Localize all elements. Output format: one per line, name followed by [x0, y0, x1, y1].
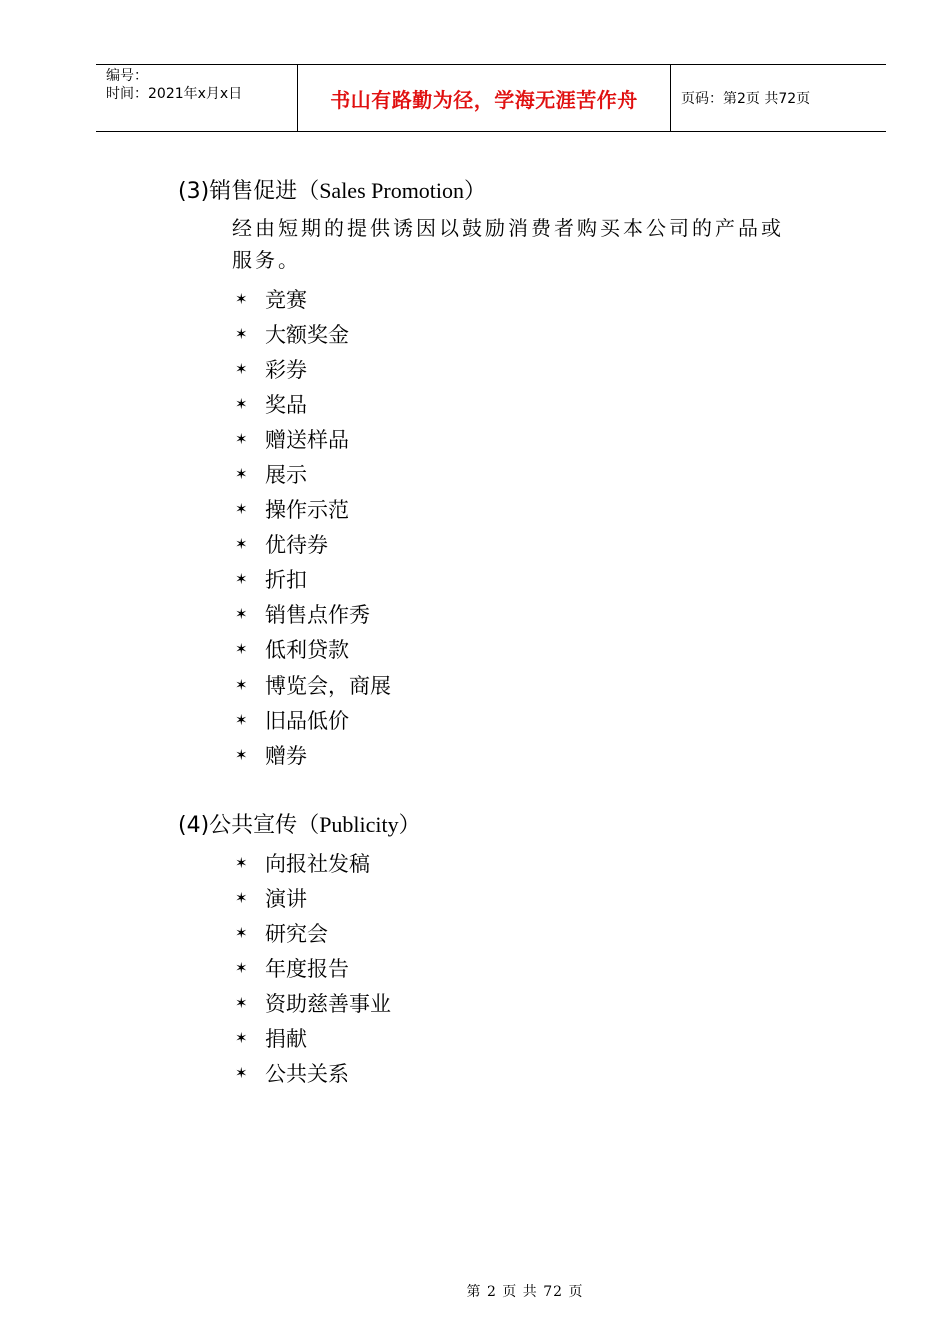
list-item [232, 702, 391, 737]
list-item [232, 632, 391, 667]
list-item [232, 737, 391, 772]
list-item-text: 研究会 [265, 921, 328, 946]
list-item-text: 低利贷款 [265, 638, 349, 663]
bullet-star-icon: ✶ [235, 500, 248, 519]
list-item-text: 彩券 [265, 357, 307, 382]
bullet-star-icon: ✶ [235, 429, 248, 448]
bullet-star-icon: ✶ [235, 465, 248, 484]
list-item-text: 奖品 [265, 392, 307, 417]
list-item [232, 667, 391, 702]
list-item [232, 1020, 391, 1055]
bullet-star-icon: ✶ [235, 958, 248, 977]
list-item [232, 985, 391, 1020]
serial-number-label: 编号： [106, 68, 148, 84]
header-page-cell [671, 65, 886, 131]
section-title-cn: 销售促进 [209, 179, 298, 204]
list-item-text: 年度报告 [265, 956, 349, 981]
motto-text: 书山有路勤为径，学海无涯苦作舟 [330, 87, 638, 112]
bullet-star-icon: ✶ [235, 289, 248, 308]
bullet-star-icon: ✶ [235, 605, 248, 624]
list-item [232, 421, 391, 456]
section-title-cn: 公共宣传 [209, 813, 298, 838]
bullet-star-icon: ✶ [235, 394, 248, 413]
list-item [232, 492, 391, 527]
list-item [232, 281, 391, 316]
list-item-text: 旧品低价 [265, 708, 349, 733]
sales-promotion-list [232, 281, 391, 772]
list-item-text: 向报社发稿 [265, 851, 370, 876]
list-item-text: 捐献 [265, 1027, 307, 1052]
list-item-text: 赠送样品 [265, 427, 349, 452]
list-item-text: 资助慈善事业 [265, 991, 391, 1016]
list-item-text: 折扣 [265, 568, 307, 593]
list-item-text: 博览会，商展 [265, 673, 391, 698]
list-item [232, 950, 391, 985]
bullet-star-icon: ✶ [235, 535, 248, 554]
section-number: (3) [178, 179, 210, 204]
list-item-text: 优待券 [265, 533, 328, 558]
bullet-star-icon: ✶ [235, 923, 248, 942]
list-item [232, 386, 391, 421]
publicity-list [232, 845, 391, 1091]
list-item-text: 销售点作秀 [265, 603, 370, 628]
list-item [232, 880, 391, 915]
list-item [232, 316, 391, 351]
bullet-star-icon: ✶ [235, 745, 248, 764]
bullet-star-icon: ✶ [235, 888, 248, 907]
bullet-star-icon: ✶ [235, 359, 248, 378]
list-item-text: 展示 [265, 463, 307, 488]
bullet-star-icon: ✶ [235, 710, 248, 729]
list-item [232, 456, 391, 491]
bullet-star-icon: ✶ [235, 853, 248, 872]
list-item [232, 527, 391, 562]
bullet-star-icon: ✶ [235, 1064, 248, 1083]
section-title-en: （Publicity） [297, 812, 421, 837]
section-description: 经由短期的提供诱因以鼓励消费者购买本公司的产品或服务。 [232, 216, 784, 272]
bullet-star-icon: ✶ [235, 993, 248, 1012]
bullet-star-icon: ✶ [235, 675, 248, 694]
section-title-en: （Sales Promotion） [297, 178, 487, 203]
list-item-text: 竞赛 [265, 287, 307, 312]
list-item [232, 597, 391, 632]
header-motto-cell [298, 65, 671, 131]
list-item-text: 大额奖金 [265, 322, 349, 347]
page-footer: 第 2 页 共 72 页 [466, 1284, 584, 1300]
section-title-sales-promotion [178, 177, 486, 206]
list-item-text: 演讲 [265, 886, 307, 911]
list-item-text: 操作示范 [265, 498, 349, 523]
list-item-text: 公共关系 [265, 1062, 349, 1087]
list-item [232, 1056, 391, 1091]
list-item [232, 915, 391, 950]
bullet-star-icon: ✶ [235, 640, 248, 659]
header-meta-cell [96, 65, 298, 131]
list-item [232, 845, 391, 880]
bullet-star-icon: ✶ [235, 570, 248, 589]
date-label: 时间：2021年x月x日 [106, 86, 243, 102]
list-item-text: 赠券 [265, 743, 307, 768]
bullet-star-icon: ✶ [235, 1029, 248, 1048]
bullet-star-icon: ✶ [235, 324, 248, 343]
section-number: (4) [178, 813, 210, 838]
page-header [96, 64, 886, 132]
section-title-publicity [178, 811, 421, 840]
page-info: 页码：第2页 共72页 [681, 91, 811, 107]
list-item [232, 562, 391, 597]
list-item [232, 351, 391, 386]
